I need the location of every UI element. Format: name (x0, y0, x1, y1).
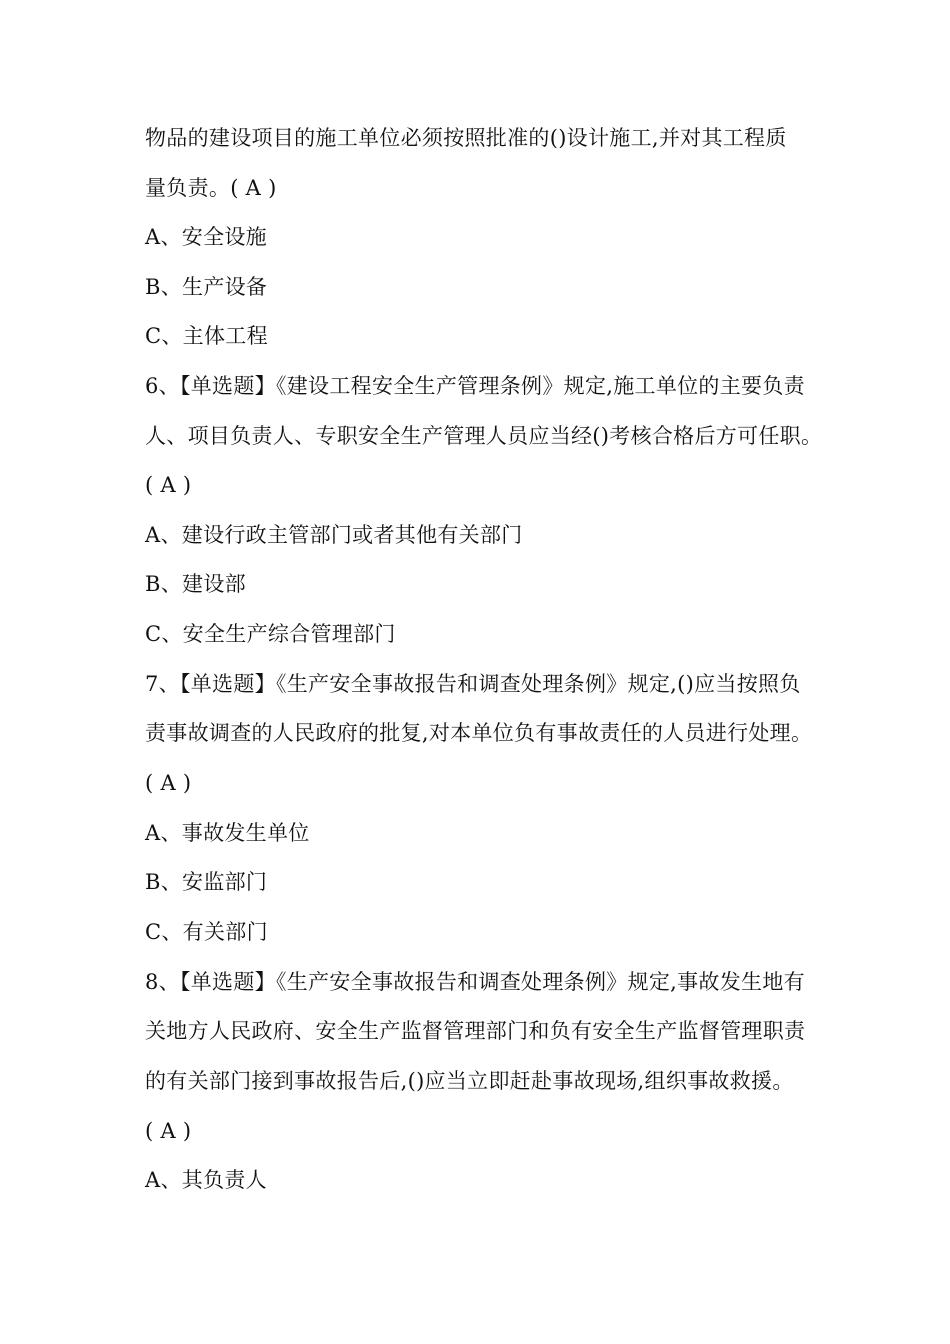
question-5-stem-line-1: 物品的建设项目的施工单位必须按照批准的()设计施工,并对其工程质 (145, 126, 787, 150)
question-5-stem-line-2: 量负责。( A ) (145, 176, 277, 200)
question-7-option-b: B、安监部门 (145, 870, 268, 894)
question-7-stem-line-2: 责事故调查的人民政府的批复,对本单位负有事故责任的人员进行处理。 (145, 721, 813, 745)
question-7-answer: ( A ) (145, 771, 192, 795)
question-8-stem-line-1: 8、【单选题】《生产安全事故报告和调查处理条例》规定,事故发生地有 (145, 970, 805, 994)
question-5-option-a: A、安全设施 (145, 225, 267, 249)
question-6-option-a: A、建设行政主管部门或者其他有关部门 (145, 523, 523, 547)
question-7-option-c: C、有关部门 (145, 920, 268, 944)
question-7-stem-line-1: 7、【单选题】《生产安全事故报告和调查处理条例》规定,()应当按照负 (145, 672, 801, 696)
question-6-option-b: B、建设部 (145, 572, 246, 596)
question-6-answer: ( A ) (145, 473, 192, 497)
question-6-option-c: C、安全生产综合管理部门 (145, 622, 396, 646)
question-8-stem-line-2: 关地方人民政府、安全生产监督管理部门和负有安全生产监督管理职责 (145, 1019, 806, 1043)
question-8-stem-line-3: 的有关部门接到事故报告后,()应当立即赶赴事故现场,组织事故救援。 (145, 1069, 794, 1093)
question-8-answer: ( A ) (145, 1119, 192, 1143)
question-7-option-a: A、事故发生单位 (145, 821, 310, 845)
question-6-stem-line-2: 人、项目负责人、专职安全生产管理人员应当经()考核合格后方可任职。 (145, 424, 823, 448)
question-8-option-a: A、其负责人 (145, 1168, 267, 1192)
question-5-option-c: C、主体工程 (145, 324, 268, 348)
question-6-stem-line-1: 6、【单选题】《建设工程安全生产管理条例》规定,施工单位的主要负责 (145, 374, 805, 398)
question-5-option-b: B、生产设备 (145, 275, 268, 299)
